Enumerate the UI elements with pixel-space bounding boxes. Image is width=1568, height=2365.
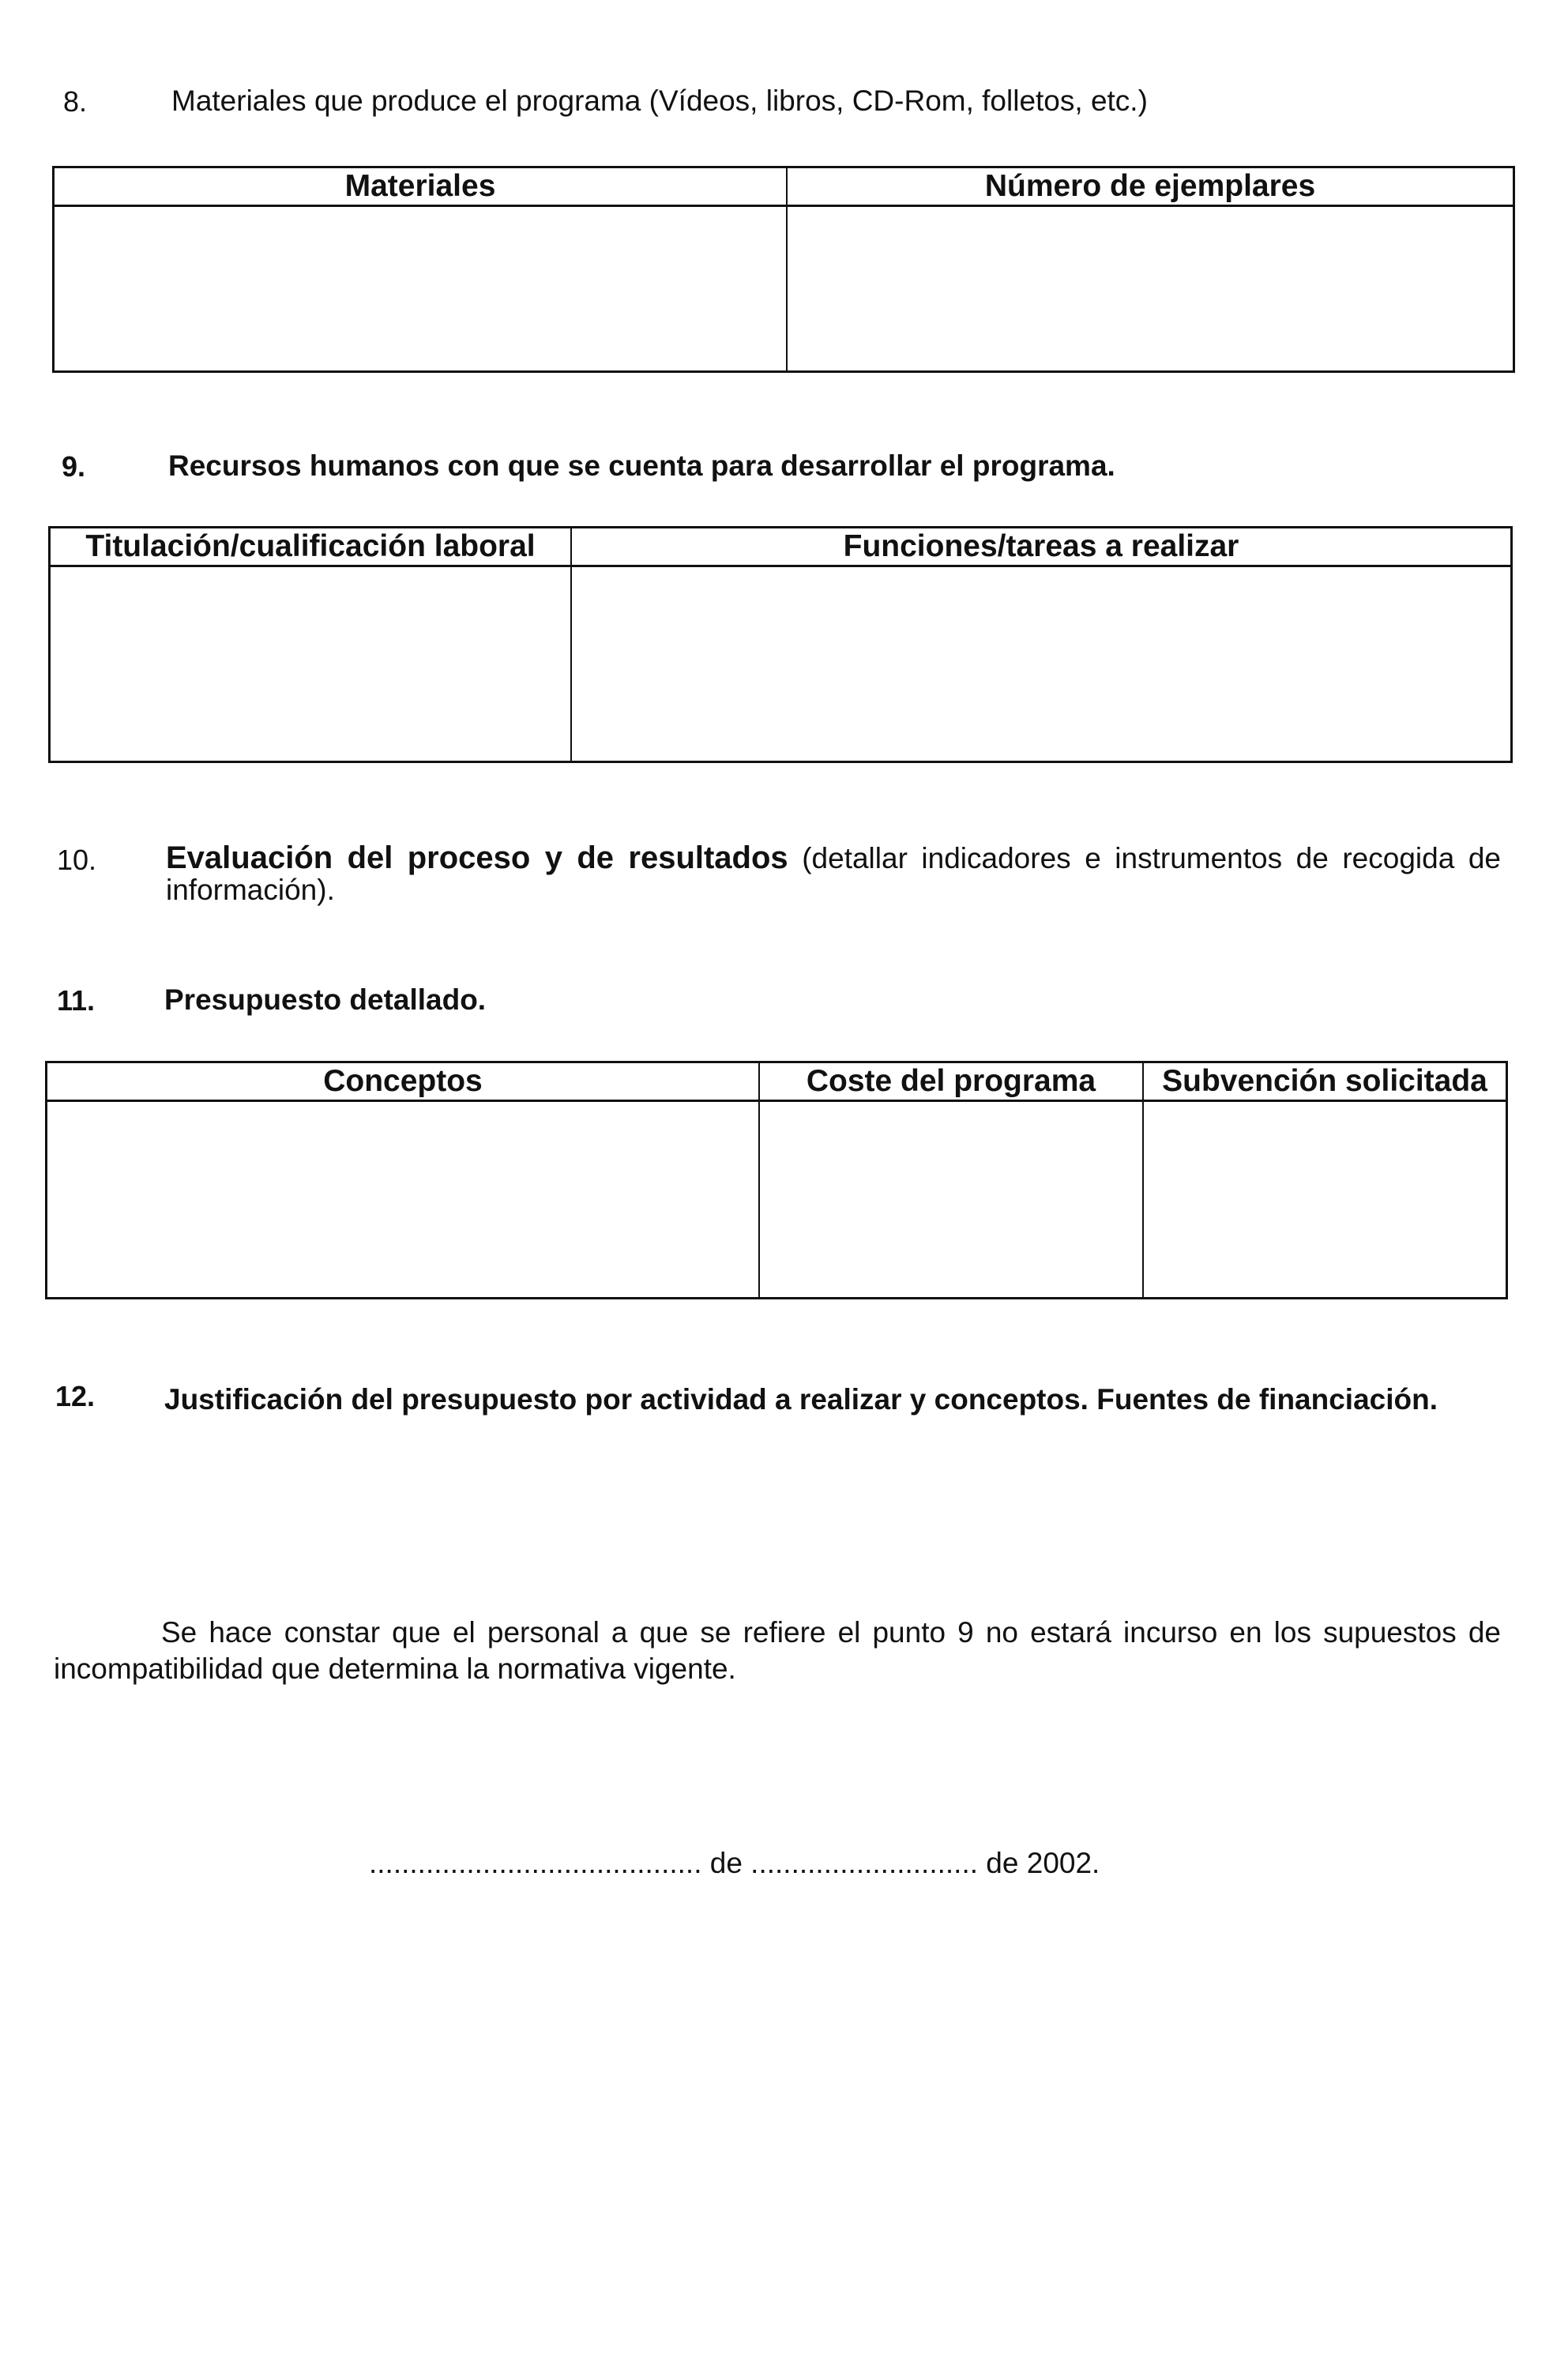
concept-cell[interactable] [47,1101,760,1299]
subsidy-cell[interactable] [1143,1101,1507,1299]
section-12-number: 12. [55,1380,96,1412]
date-signature-line[interactable]: ......................................... de ............................ de 2002. [369,1847,1100,1879]
materials-table [52,166,1515,373]
section-12-title: Justificación del presupuesto por actividad a realizar y conceptos. Fuentes de financiación. [164,1383,1438,1416]
qualification-cell[interactable] [50,566,572,762]
section-10-title [166,842,1501,906]
cost-cell[interactable] [759,1101,1143,1299]
column-header-titulacion: Titulación/cualificación laboral [50,528,572,566]
section-9-title: Recursos humanos con que se cuenta para desarrollar el programa. [168,449,1115,482]
column-header-materiales: Materiales [54,167,788,206]
column-header-subvencion: Subvención solicitada [1143,1062,1507,1101]
functions-cell[interactable] [571,566,1512,762]
section-8-number: 8. [63,85,88,118]
column-header-conceptos: Conceptos [47,1062,760,1101]
human-resources-table [48,526,1513,763]
section-10-title-rest: (detallar indicadores e instrumentos de recogida de información). [166,842,1501,906]
column-header-numero-ejemplares: Número de ejemplares [787,167,1514,206]
section-11-title: Presupuesto detallado. [164,983,487,1016]
budget-table [45,1061,1508,1299]
materials-cell[interactable] [54,206,788,372]
column-header-coste: Coste del programa [759,1062,1143,1101]
declaration-paragraph: Se hace constar que el personal a que se refiere el punto 9 no estará incurso en los supuestos de incompatibilidad que determina la normativa vigente. [54,1616,1501,1685]
section-10-title-bold: Evaluación del proceso y de resultados [166,840,788,875]
column-header-funciones: Funciones/tareas a realizar [571,528,1512,566]
section-8-title: Materiales que produce el programa (Vídeos, libros, CD-Rom, folletos, etc.) [171,85,1148,117]
section-9-number: 9. [62,450,86,483]
section-11-number: 11. [57,984,96,1017]
section-10-number: 10. [57,844,97,876]
copies-cell[interactable] [787,206,1514,372]
